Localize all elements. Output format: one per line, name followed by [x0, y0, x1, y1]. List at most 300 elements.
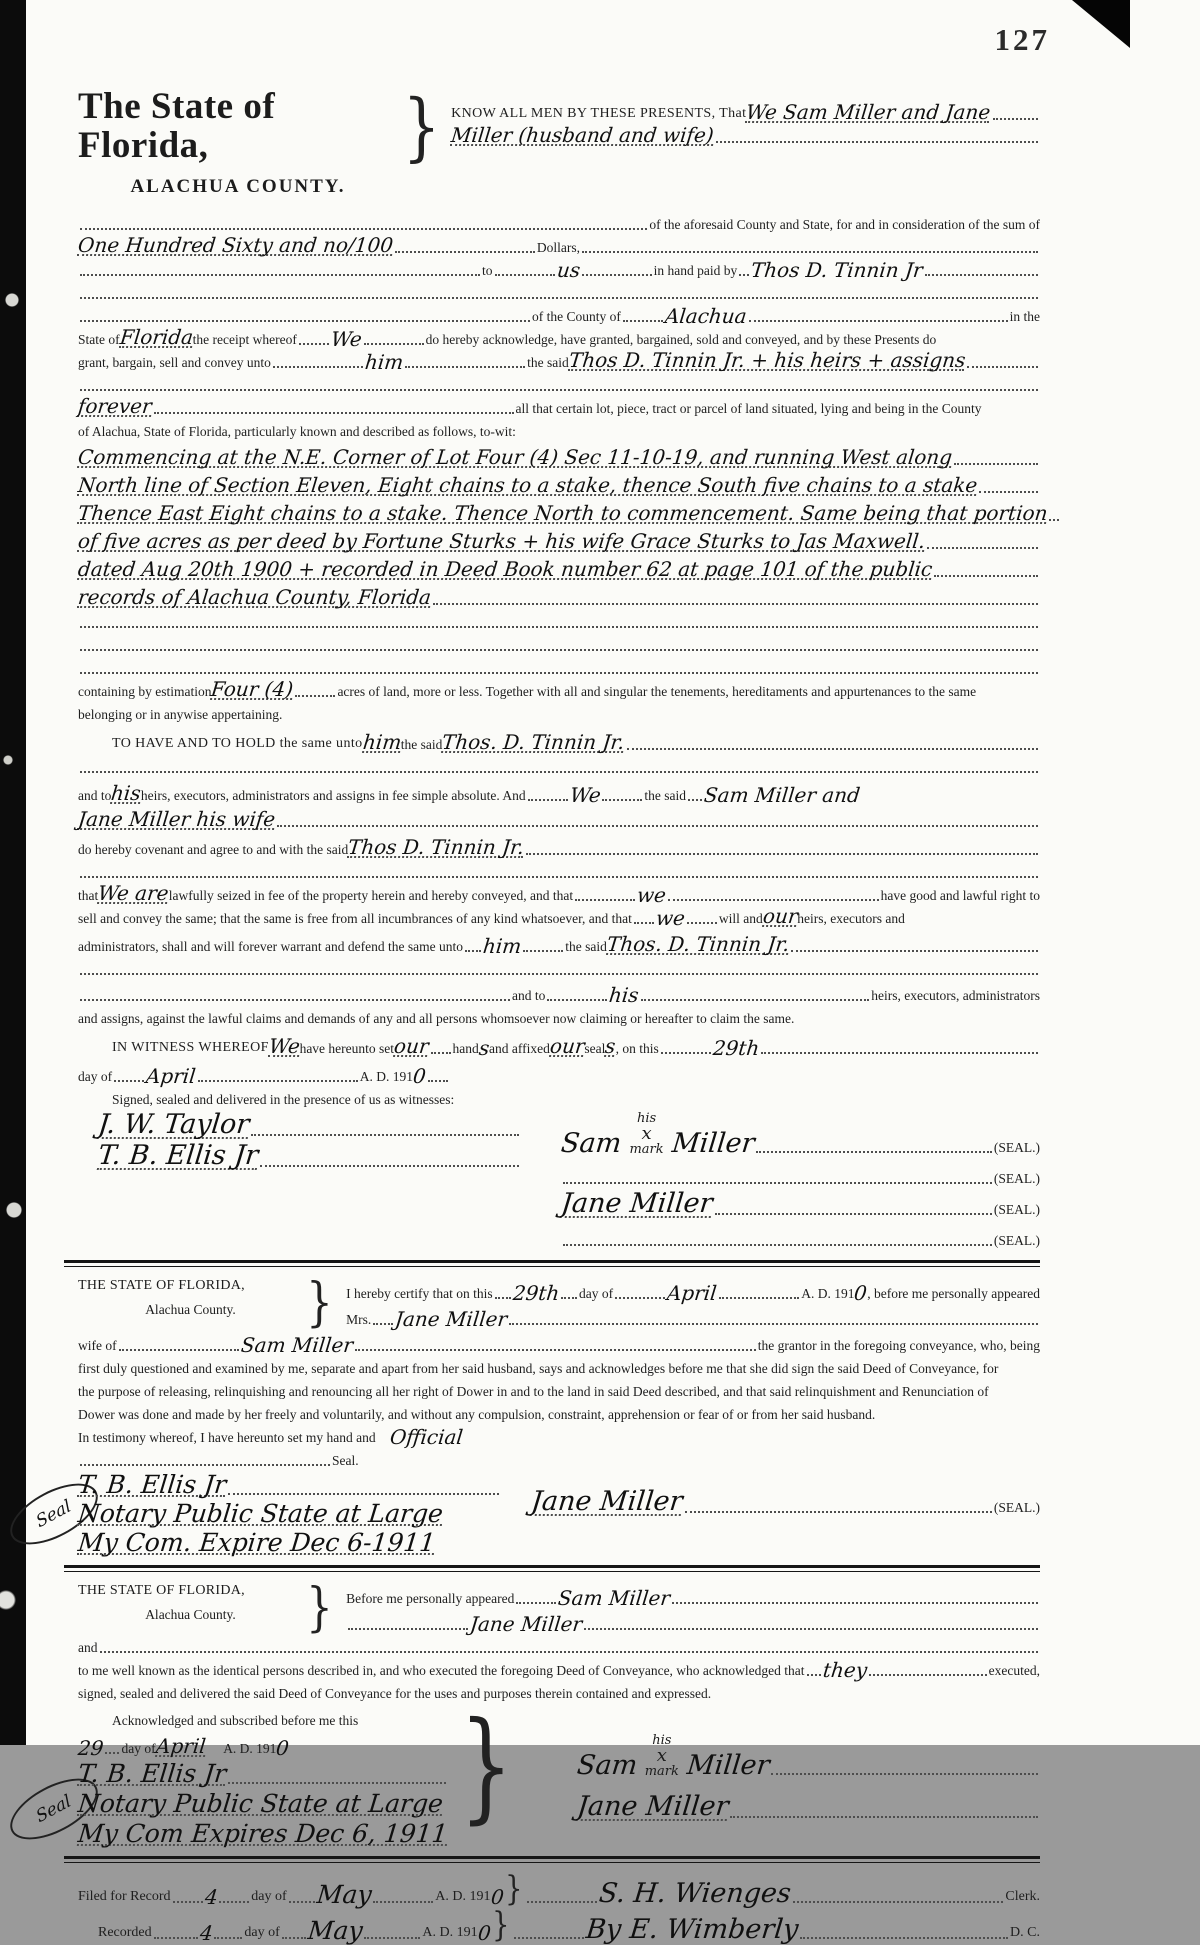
official-handwritten: Official [388, 1424, 464, 1449]
dotted-leader [561, 1297, 577, 1299]
corner-fold-mark [1072, 0, 1130, 48]
sell-convey-text: sell and convey the same; that the same is free from all incumbrances of any kind whatsoever, and that [78, 910, 632, 926]
deputy-clerk-signature: By E. Wimberly [584, 1913, 800, 1945]
filed-month-handwritten: May [315, 1880, 373, 1910]
before-appeared-line [346, 1581, 1040, 1610]
blank-dotted-line [78, 373, 1040, 394]
to-have-line [78, 725, 1040, 753]
recorded-month-handwritten: May [306, 1916, 364, 1945]
wife-of-text: wife of [78, 1337, 117, 1353]
certify-line [346, 1276, 1040, 1305]
him-handwritten: him [481, 933, 523, 958]
ack2-state: THE STATE OF FLORIDA, [78, 1582, 245, 1598]
acres-handwritten: Four (4) [210, 676, 295, 701]
year-handwritten: 0 [275, 1735, 291, 1760]
witness-row [96, 1108, 521, 1140]
dotted-leader [582, 251, 1038, 253]
his-mark-his: his [652, 1732, 672, 1748]
recorded-text: Recorded [98, 1924, 152, 1940]
jane-handwritten: Jane Miller [468, 1611, 584, 1636]
description-handwritten: dated Aug 20th 1900 + recorded in Deed Book number 62 at page 101 of the public [76, 556, 934, 581]
blank-dotted-line [78, 281, 1040, 302]
mrs-text: Mrs. [346, 1311, 372, 1327]
payer-handwritten: Thos D. Tinnin Jr [750, 257, 925, 282]
the-said-text: the said [400, 736, 443, 752]
ad-text: A. D. 191 [422, 1924, 478, 1940]
ack1-notary-right [501, 1471, 1040, 1558]
dotted-leader [527, 1901, 597, 1903]
witness-row [96, 1139, 521, 1171]
him-handwritten: him [361, 729, 403, 754]
dotted-leader [373, 1901, 433, 1903]
seal-text: seal [584, 1040, 606, 1056]
ack2-right [336, 1581, 1040, 1635]
grantee2-handwritten: Thos D. Tinnin Jr. [347, 834, 526, 859]
dotted-leader [80, 297, 1038, 299]
dotted-leader [563, 1244, 992, 1246]
paid-by-line [78, 257, 1040, 282]
dotted-leader [154, 412, 514, 414]
dotted-leader [198, 1080, 358, 1082]
dotted-leader [516, 1602, 556, 1604]
grantors-handwritten: We Sam Miller and Jane [745, 100, 992, 124]
that-text: that [78, 887, 99, 903]
dotted-leader [514, 1937, 584, 1939]
the-said-text: the said [565, 938, 607, 954]
dotted-leader [355, 1349, 756, 1351]
county-handwritten: Alachua [663, 303, 748, 328]
page-number: 127 [994, 22, 1050, 57]
seal-label: (SEAL.) [993, 1232, 1040, 1248]
dotted-leader [575, 899, 635, 901]
dollars-text: Dollars, [536, 239, 581, 255]
blank-dotted-line [78, 860, 1040, 881]
hand-s-handwritten: s [477, 1035, 491, 1060]
dotted-leader [582, 274, 652, 276]
seal-scribble: Seal [33, 1495, 75, 1532]
dotted-leader [405, 366, 525, 368]
empty-seal-row [561, 1222, 1040, 1249]
dotted-leader [299, 343, 329, 345]
recorded-day-handwritten: 4 [198, 1920, 214, 1945]
ack1-notary-block [33, 1470, 1040, 1558]
torn-edge [0, 0, 26, 1745]
seal-label: (SEAL.) [993, 1170, 1040, 1186]
grant-text: grant, bargain, sell and convey unto [78, 354, 271, 370]
dotted-leader [993, 118, 1038, 120]
clerk-text: Clerk. [1005, 1888, 1040, 1904]
his-handwritten: his [110, 780, 143, 805]
dotted-leader [219, 1901, 249, 1903]
dotted-leader [260, 1165, 519, 1167]
we-handwritten: We [267, 1033, 301, 1058]
dotted-leader [80, 1464, 330, 1466]
seal-s-handwritten: s [604, 1033, 618, 1058]
testimony-line [78, 1424, 1040, 1449]
ack-date-line [76, 1731, 448, 1760]
grantors-line-2 [451, 125, 1040, 146]
dotted-leader [114, 1080, 144, 1082]
description-handwritten: North line of Section Eleven, Eight chains to a stake, thence South five chains to a stake [76, 472, 979, 497]
in-the-text: in the [1009, 308, 1040, 324]
dotted-leader [761, 1052, 1038, 1054]
they-handwritten: they [821, 1657, 868, 1682]
dotted-leader [869, 1674, 987, 1676]
notary-commission-line [78, 1819, 448, 1847]
in-hand-text: in hand paid by [653, 262, 738, 278]
wife-of-line [78, 1330, 1040, 1357]
county-of-text: of the County of [532, 308, 621, 324]
ad-text: A. D. 191 [223, 1740, 277, 1756]
we2-handwritten: we [654, 905, 687, 930]
the-said-text: the said [527, 354, 569, 370]
day-of-text: day of [579, 1285, 614, 1301]
day-of-text: day of [121, 1740, 156, 1756]
dotted-leader [433, 603, 1038, 605]
month-handwritten: April [665, 1280, 719, 1305]
we-handwritten: We [568, 782, 602, 807]
to-wit-text: of Alachua, State of Florida, particularly known and described as follows, to-wit: [78, 423, 516, 439]
seal-word-text: Seal. [332, 1452, 359, 1468]
document-title: The State of Florida, [78, 86, 276, 166]
section-divider [64, 1260, 1040, 1267]
dotted-leader [214, 1937, 242, 1939]
section-divider [64, 1856, 1040, 1863]
description-line [78, 442, 1040, 468]
his-mark-x: x [641, 1122, 652, 1144]
our-handwritten: our [392, 1033, 430, 1058]
our-handwritten: our [761, 903, 799, 928]
signed-delivered-text: signed, sealed and delivered the said Deed of Conveyance for the uses and purposes therein contained and expressed. [78, 1685, 712, 1701]
hand-text: hand [452, 1040, 479, 1056]
county-of-line [78, 303, 1040, 328]
dotted-leader [364, 1937, 420, 1939]
notary-title: Notary Public State at Large [76, 1789, 445, 1819]
dotted-leader [282, 1937, 306, 1939]
seized-line [78, 880, 1040, 907]
containing-text: containing by estimation [78, 683, 212, 699]
forever-line [76, 393, 1040, 418]
dotted-leader [228, 1782, 445, 1784]
ack2-brace: } [306, 1577, 333, 1638]
description-line [78, 582, 1040, 608]
receipt-text: the receipt whereof [192, 331, 297, 347]
ack2-notary-lines [78, 1708, 448, 1849]
jane-appeared-line [346, 1609, 1040, 1636]
presents-line [451, 102, 1040, 123]
dc-text: D. C. [1010, 1924, 1040, 1940]
we-handwritten: we [635, 882, 668, 907]
known-text: to me well known as the identical persons described in, and who executed the foregoing Deed of Conveyance, who acknowledged that [78, 1662, 805, 1678]
his-mark-mark: mark [629, 1141, 664, 1157]
aforesaid-line [78, 212, 1040, 233]
before-text: Before me personally appeared [346, 1590, 515, 1606]
sam-ack-signature-row [574, 1732, 1040, 1781]
all-that-text: all that certain lot, piece, tract or parcel of land situated, lying and being in the County [515, 400, 982, 416]
ad-text: A. D. 191 [359, 1068, 413, 1084]
and-to-text: and to [512, 987, 546, 1003]
dotted-leader [771, 1773, 1038, 1775]
dotted-leader [105, 1752, 119, 1754]
dower-para-3 [78, 1402, 1040, 1423]
grantor-text: the grantor in the foregoing conveyance, who, being [757, 1337, 1040, 1353]
day-of-text: day of [78, 1068, 113, 1084]
header-brace: } [402, 84, 441, 170]
ack1-county: Alachua County. [145, 1301, 236, 1317]
his-mark [629, 1112, 663, 1156]
dotted-leader [465, 950, 481, 952]
dotted-leader [526, 853, 1038, 855]
dower-text-3: Dower was done and made by her freely and voluntarily, and without any compulsion, constraint, apprehension or fear of or from her said husband. [78, 1406, 876, 1422]
state-of-text: State of [78, 331, 120, 347]
notary-title-line [78, 1500, 501, 1527]
acknowledged-line [78, 1708, 448, 1729]
dotted-leader [715, 1213, 992, 1215]
and-text: and [78, 1639, 98, 1655]
day-handwritten: 29th [711, 1035, 761, 1060]
dotted-leader [979, 491, 1038, 493]
amount-handwritten: One Hundred Sixty and no/100 [76, 232, 395, 257]
dotted-leader [80, 771, 1038, 773]
dotted-leader [80, 973, 1038, 975]
testimony-text: In testimony whereof, I have hereunto set my hand and [78, 1429, 376, 1445]
jane-signature-row [559, 1187, 1040, 1219]
filing-brace: } [492, 1904, 510, 1945]
empty-seal-row [561, 1160, 1040, 1187]
dotted-leader [228, 1493, 499, 1495]
dotted-leader [431, 1052, 451, 1054]
description-handwritten: of five acres as per deed by Fortune Sturks + his wife Grace Sturks to Jas Maxwell. [76, 528, 927, 553]
covenant-line [78, 832, 1040, 858]
dotted-leader [277, 825, 1038, 827]
ack1-right [336, 1276, 1040, 1330]
grant-line [78, 347, 1040, 374]
filed-day-handwritten: 4 [203, 1884, 219, 1909]
to-have-text: TO HAVE AND TO HOLD the same unto [112, 735, 363, 751]
will-and-text: will and [718, 910, 763, 926]
year-handwritten: 0 [853, 1280, 869, 1305]
good-right-text: have good and lawful right to [880, 887, 1040, 903]
ack1-left [78, 1276, 303, 1318]
day-handwritten: 29th [511, 1280, 561, 1305]
affixed-text: and affixed [489, 1040, 550, 1056]
dotted-leader [295, 695, 335, 697]
in-witness-line [78, 1029, 1040, 1060]
dotted-leader [154, 1937, 198, 1939]
to-wit-line [78, 419, 1040, 440]
dotted-leader [80, 672, 1038, 674]
dotted-leader [523, 950, 563, 952]
presents-text: KNOW ALL MEN BY THESE PRESENTS, That [451, 106, 747, 122]
dower-para-1 [78, 1356, 1040, 1377]
notary-commission-line [78, 1529, 501, 1556]
notary-commission: My Com. Expire Dec 6-1911 [76, 1528, 437, 1558]
dotted-leader [687, 922, 717, 924]
dotted-leader [719, 1297, 799, 1299]
dotted-leader [925, 274, 1038, 276]
notary-title: Notary Public State at Large [76, 1499, 445, 1529]
sam-signature-row [559, 1110, 1040, 1159]
notary-signature: T. B. Ellis Jr [76, 1759, 228, 1789]
us-handwritten: us [555, 257, 581, 282]
sam-ack-signature-last: Miller [685, 1749, 772, 1781]
county-subtitle: ALACHUA COUNTY. [130, 175, 346, 197]
his-mark-x: x [656, 1744, 667, 1766]
dotted-leader [80, 228, 647, 230]
sam-ack-signature-first: Sam [574, 1749, 639, 1781]
acknowledged-text: Acknowledged and subscribed before me this [112, 1712, 359, 1728]
amount-line [76, 232, 1040, 257]
dotted-leader [80, 626, 1038, 628]
dotted-leader [641, 999, 869, 1001]
description-line [76, 498, 1049, 525]
heirs-right-text: heirs, executors, administrators [871, 987, 1040, 1003]
in-witness-text: IN WITNESS WHEREOF [112, 1039, 269, 1055]
dotted-leader [584, 1628, 1038, 1630]
blank-dotted-line [78, 957, 1040, 978]
blank-dotted-line [78, 656, 1040, 677]
ack1-header [78, 1272, 1040, 1333]
dotted-leader [615, 1297, 665, 1299]
certify-text: I hereby certify that on this [346, 1285, 493, 1301]
before-text: , before me personally appeared [867, 1285, 1040, 1301]
dotted-leader [756, 1151, 992, 1153]
seal-scribble: Seal [33, 1790, 75, 1827]
seal-word-line [78, 1448, 1040, 1469]
header-right [445, 88, 1040, 148]
dotted-leader [80, 999, 510, 1001]
year-handwritten: 0 [411, 1063, 428, 1088]
dotted-leader [100, 1651, 1039, 1653]
year-handwritten: 0 [489, 1884, 505, 1909]
notary-title-line [78, 1789, 448, 1817]
blank-dotted-line [78, 610, 1040, 631]
grantee-heirs-handwritten: Thos D. Tinnin Jr. + his heirs + assigns [567, 347, 967, 372]
dotted-leader [563, 1182, 992, 1184]
description-line [78, 526, 1040, 552]
jane-ack-signature: Jane Miller [575, 1790, 730, 1822]
ack2-header [78, 1577, 1040, 1638]
dower-para-2 [78, 1379, 1040, 1400]
dotted-leader [495, 274, 555, 276]
day-handwritten: 29 [76, 1735, 105, 1760]
grantors-handwritten: Sam Miller and [702, 782, 862, 807]
dotted-leader [739, 274, 749, 276]
ack2-signatures [521, 1708, 1040, 1849]
aforesaid-text: of the aforesaid County and State, for and in consideration of the sum of [649, 216, 1040, 232]
dotted-leader [627, 748, 1038, 750]
dotted-leader [672, 1602, 1038, 1604]
set-text: have hereunto set [299, 1040, 395, 1056]
dotted-leader [807, 1674, 821, 1676]
signature-block [78, 1108, 1040, 1253]
we-handwritten: We [329, 326, 363, 351]
to-text: to [482, 262, 493, 278]
dotted-leader [791, 950, 1038, 952]
dotted-leader [80, 274, 480, 276]
seal-label: (SEAL.) [993, 1499, 1040, 1515]
dower-text-2: the purpose of releasing, relinquishing and renouncing all her right of Dower in and to the land in said Deed described, and that said relinquishment and Renunciation of [78, 1383, 989, 1399]
dotted-leader [495, 1297, 511, 1299]
day-of-text: day of [244, 1924, 280, 1940]
his-mark-his: his [636, 1110, 657, 1126]
clerk-signature: S. H. Wienges [597, 1877, 793, 1909]
grantee-handwritten: Thos. D. Tinnin Jr. [605, 931, 791, 956]
sam-signature-last: Miller [670, 1127, 756, 1159]
dotted-leader [251, 1134, 519, 1136]
blank-dotted-line [78, 633, 1040, 654]
jane-ack-signature: Jane Miller [529, 1485, 685, 1517]
section-divider [64, 1565, 1040, 1572]
dotted-leader [749, 320, 1008, 322]
ack2-notary-block [33, 1696, 1040, 1849]
dotted-leader [80, 876, 1038, 878]
dotted-leader [119, 1349, 239, 1351]
jane-handwritten: Jane Miller [394, 1306, 509, 1331]
description-handwritten: Commencing at the N.E. Corner of Lot Four (4) Sec 11-10-19, and running West along [76, 444, 954, 469]
dotted-leader [602, 799, 642, 801]
dotted-leader [1049, 519, 1059, 521]
notary-brace: } [459, 1696, 513, 1836]
description-handwritten: Thence East Eight chains to a stake. Thence North to commencement. Same being that portion [76, 500, 1049, 525]
him-handwritten: him [363, 349, 405, 374]
dotted-leader [528, 799, 568, 801]
dotted-leader [395, 251, 535, 253]
dotted-leader [80, 320, 530, 322]
ad-text: A. D. 191 [801, 1285, 855, 1301]
administrators-text: administrators, shall and will forever warrant and defend the same unto [78, 938, 464, 954]
grantee-handwritten: Thos. D. Tinnin Jr. [441, 729, 626, 754]
dotted-leader [934, 575, 1038, 577]
description-line [78, 470, 1040, 496]
month-handwritten: April [154, 1733, 207, 1758]
dotted-leader [80, 649, 1038, 651]
document-header [78, 84, 1040, 198]
blank-dotted-line [78, 755, 1040, 776]
dotted-leader [688, 799, 702, 801]
sam-signature-first: Sam [559, 1127, 624, 1159]
notary-signature-line [78, 1759, 448, 1787]
dotted-leader [793, 1901, 1004, 1903]
notary-signature-line [78, 1471, 501, 1498]
jane-signature: Jane Miller [559, 1187, 715, 1219]
belonging-text: belonging or in anywise appertaining. [78, 706, 283, 722]
dotted-leader [927, 547, 1038, 549]
dotted-leader [509, 1323, 1038, 1325]
dotted-leader [273, 366, 363, 368]
signed-sealed-line [78, 1087, 1040, 1108]
filed-for-record-line [78, 1868, 1040, 1910]
seized-text: lawfully seized in fee of the property herein and hereby conveyed, and that [168, 887, 574, 903]
defend-line [78, 929, 1040, 958]
and-to-text: and to [78, 787, 112, 803]
dotted-leader [954, 463, 1038, 465]
header-left [78, 88, 398, 198]
dotted-leader [634, 922, 654, 924]
and-line [78, 1635, 1040, 1656]
dotted-leader [364, 343, 424, 345]
executed-text: executed, [988, 1662, 1040, 1678]
dower-text-1: first duly questioned and examined by me, separate and apart from her said husband, says and acknowledges before me that she did sign the said Deed of Conveyance, for [78, 1360, 999, 1376]
witness-column [78, 1108, 521, 1253]
fee-simple-line [78, 778, 1040, 807]
his-handwritten: his [608, 982, 641, 1007]
ack1-notary-left [78, 1471, 501, 1558]
description-line [78, 554, 1040, 580]
dotted-leader [716, 141, 1038, 143]
witness2-signature: T. B. Ellis Jr [96, 1139, 260, 1171]
jane-ack-signature-row [529, 1485, 1040, 1517]
